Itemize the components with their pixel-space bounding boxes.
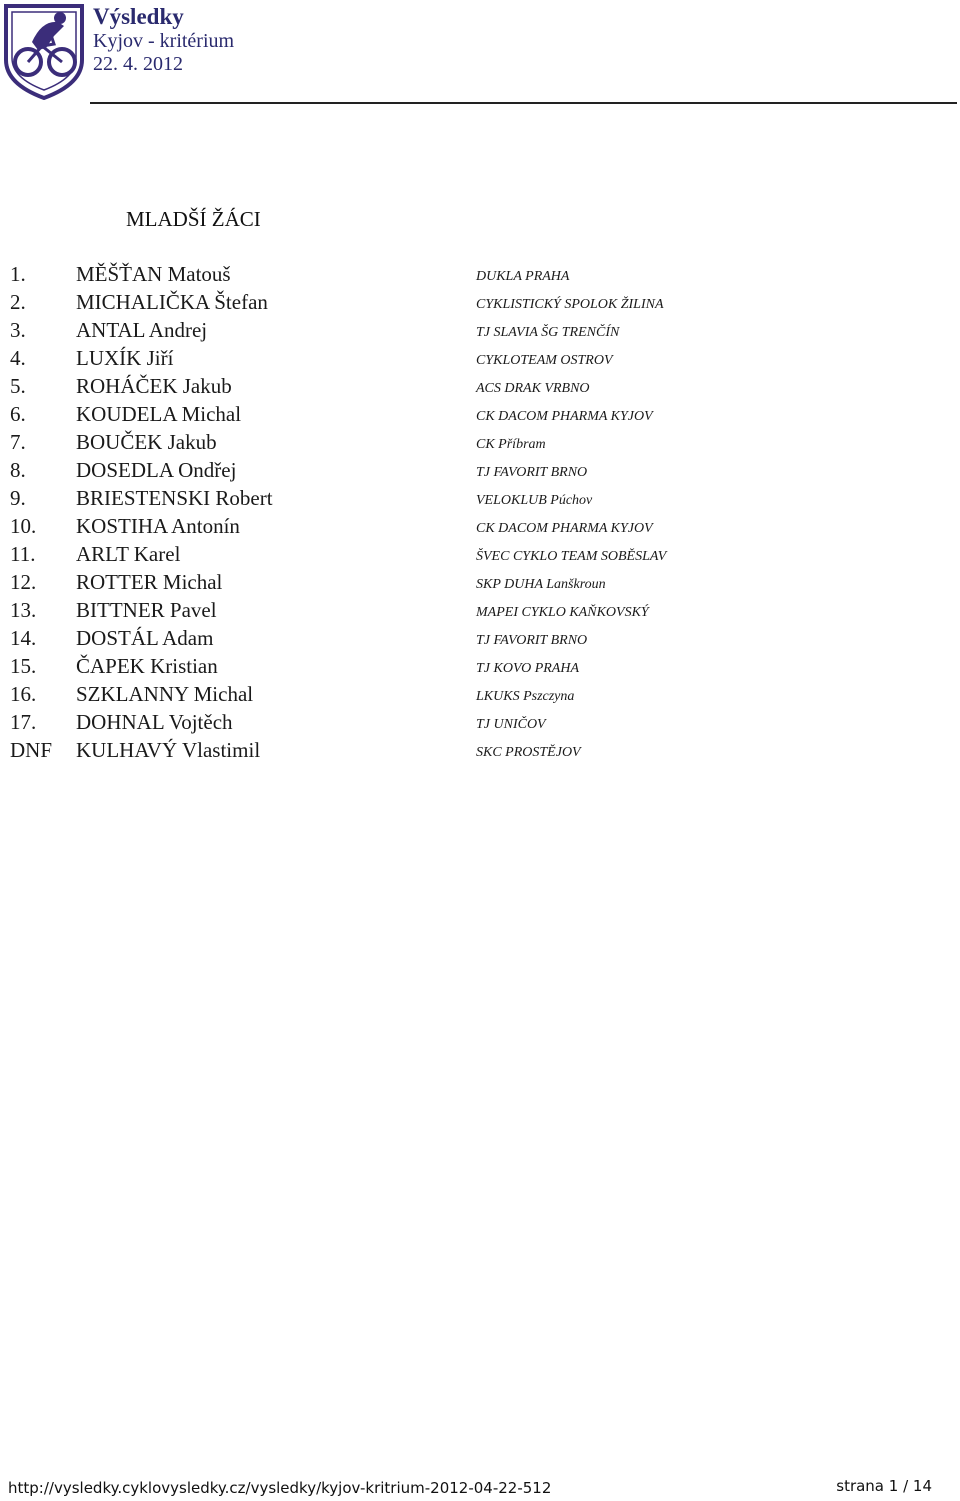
result-rank: DNF [10, 738, 53, 762]
team-name: SKC PROSTĚJOV [476, 745, 581, 760]
rider-name: BRIESTENSKI Robert [76, 486, 273, 510]
result-rank: 14. [10, 626, 37, 650]
result-row [0, 428, 960, 456]
rider-name: BITTNER Pavel [76, 598, 217, 622]
rider-name: ANTAL Andrej [76, 318, 208, 342]
page-number: strana 1 / 14 [836, 1477, 932, 1495]
result-rank: 10. [10, 514, 37, 538]
team-name: CK DACOM PHARMA KYJOV [476, 409, 653, 424]
result-rank: 9. [10, 486, 26, 510]
team-name: CK DACOM PHARMA KYJOV [476, 521, 653, 536]
result-row [0, 708, 960, 736]
result-rank: 3. [10, 318, 26, 342]
rider-name: SZKLANNY Michal [76, 682, 254, 706]
header-divider [90, 102, 957, 104]
team-name: TJ KOVO PRAHA [476, 661, 580, 676]
results-list [0, 260, 960, 764]
result-rank: 15. [10, 654, 37, 678]
result-rank: 17. [10, 710, 37, 734]
result-rank: 11. [10, 542, 36, 566]
rider-name: ROHÁČEK Jakub [76, 374, 232, 398]
result-rank: 1. [10, 262, 26, 286]
rider-name: KULHAVÝ Vlastimil [76, 738, 261, 762]
result-row [0, 540, 960, 568]
result-row [0, 596, 960, 624]
footer-url[interactable]: http://vysledky.cyklovysledky.cz/vysledky/kyjov-kritrium-2012-04-22-512 [8, 1479, 552, 1497]
result-rank: 2. [10, 290, 26, 314]
result-row [0, 512, 960, 540]
result-rank: 5. [10, 374, 26, 398]
result-row [0, 316, 960, 344]
result-row [0, 372, 960, 400]
result-row [0, 680, 960, 708]
rider-name: ARLT Karel [76, 542, 181, 566]
team-name: DUKLA PRAHA [476, 269, 570, 284]
logo [2, 2, 86, 100]
rider-name: DOSTÁL Adam [76, 626, 214, 650]
team-name: TJ SLAVIA ŠG TRENČÍN [476, 325, 620, 340]
result-rank: 4. [10, 346, 26, 370]
result-row [0, 260, 960, 288]
cyclist-logo-icon [2, 2, 86, 100]
rider-name: BOUČEK Jakub [76, 430, 217, 454]
team-name: CK Příbram [476, 437, 546, 452]
event-name: Kyjov - kritérium [93, 30, 235, 52]
rider-name: DOSEDLA Ondřej [76, 458, 237, 482]
rider-name: LUXÍK Jiří [76, 346, 174, 370]
result-rank: 13. [10, 598, 37, 622]
result-row [0, 652, 960, 680]
team-name: CYKLISTICKÝ SPOLOK ŽILINA [476, 297, 664, 312]
rider-name: MĚŠŤAN Matouš [76, 262, 231, 286]
team-name: CYKLOTEAM OSTROV [476, 353, 613, 368]
result-row [0, 624, 960, 652]
rider-name: ROTTER Michal [76, 570, 223, 594]
team-name: SKP DUHA Lanškroun [476, 577, 606, 592]
result-rank: 8. [10, 458, 26, 482]
team-name: TJ FAVORIT BRNO [476, 633, 588, 648]
result-rank: 6. [10, 402, 26, 426]
result-rank: 12. [10, 570, 37, 594]
team-name: VELOKLUB Púchov [476, 493, 593, 508]
result-rank: 16. [10, 682, 37, 706]
rider-name: MICHALIČKA Štefan [76, 290, 268, 314]
result-row [0, 288, 960, 316]
team-name: ŠVEC CYKLO TEAM SOBĚSLAV [476, 549, 667, 564]
result-row [0, 400, 960, 428]
result-row [0, 344, 960, 372]
result-row [0, 484, 960, 512]
result-row [0, 456, 960, 484]
rider-name: DOHNAL Vojtěch [76, 710, 233, 734]
header-title: Výsledky [93, 4, 184, 29]
rider-name: KOSTIHA Antonín [76, 514, 240, 538]
category-heading: MLADŠÍ ŽÁCI [126, 207, 261, 231]
team-name: TJ FAVORIT BRNO [476, 465, 588, 480]
result-row [0, 568, 960, 596]
team-name: TJ UNIČOV [476, 717, 546, 732]
team-name: LKUKS Pszczyna [476, 689, 575, 704]
team-name: MAPEI CYKLO KAŇKOVSKÝ [476, 605, 649, 620]
rider-name: ČAPEK Kristian [76, 654, 218, 678]
result-rank: 7. [10, 430, 26, 454]
rider-name: KOUDELA Michal [76, 402, 242, 426]
team-name: ACS DRAK VRBNO [476, 381, 590, 396]
event-date: 22. 4. 2012 [93, 53, 183, 75]
result-row [0, 736, 960, 764]
